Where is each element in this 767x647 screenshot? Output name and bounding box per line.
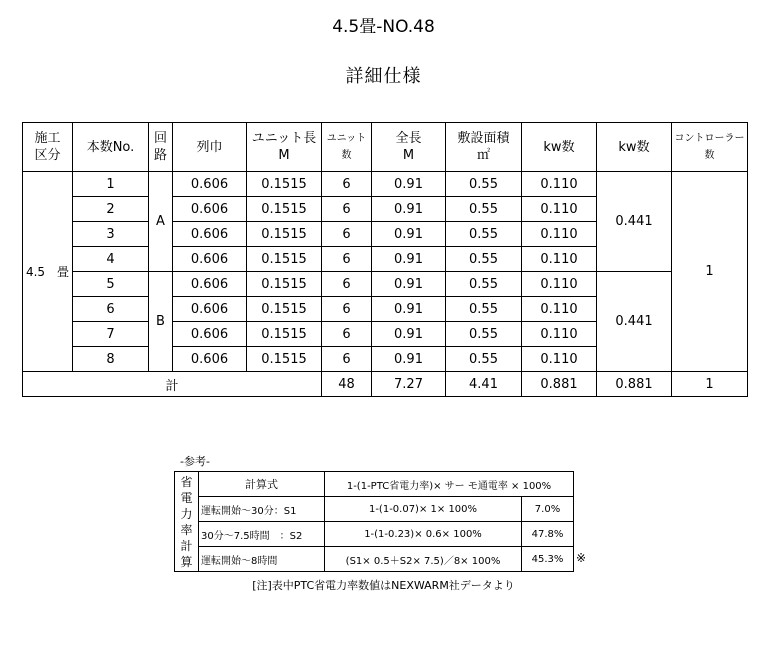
row-width: 0.606: [173, 222, 247, 247]
header-unit-length: ユニット長 M: [247, 123, 322, 172]
formula-row-label: 運転開始～8時間: [199, 547, 325, 572]
row-area: 0.55: [446, 322, 522, 347]
row-unit-length: 0.1515: [247, 197, 322, 222]
row-unit-length: 0.1515: [247, 247, 322, 272]
row-width: 0.606: [173, 197, 247, 222]
row-total: 0.91: [372, 197, 446, 222]
row-no: 5: [73, 272, 149, 297]
header-total-length: 全長 M: [372, 123, 446, 172]
header-section: 施工 区分: [23, 123, 73, 172]
header-kw-total: kw数: [597, 123, 672, 172]
row-width: 0.606: [173, 247, 247, 272]
formula-row-formula: 1-(1-0.23)× 0.6× 100%: [325, 522, 522, 547]
row-area: 0.55: [446, 247, 522, 272]
total-length: 7.27: [372, 372, 446, 397]
row-no: 7: [73, 322, 149, 347]
table-row: [23, 272, 748, 297]
page-title: 4.5畳-NO.48: [332, 17, 435, 37]
table-row: [23, 172, 748, 197]
controller-cell: 1: [672, 172, 748, 372]
total-label: 計: [23, 372, 322, 397]
row-kw: 0.110: [522, 322, 597, 347]
row-unit-length: 0.1515: [247, 297, 322, 322]
row-units: 6: [322, 222, 372, 247]
formula-row: [175, 497, 574, 522]
header-area: 敷設面積 ㎡: [446, 123, 522, 172]
header-circuit: 回 路: [149, 123, 173, 172]
header-row: [23, 123, 748, 172]
row-units: 6: [322, 347, 372, 372]
row-width: 0.606: [173, 322, 247, 347]
section-cell: 4.5 畳: [23, 172, 73, 372]
row-units: 6: [322, 297, 372, 322]
total-kw: 0.881: [522, 372, 597, 397]
row-width: 0.606: [173, 297, 247, 322]
row-kw: 0.110: [522, 272, 597, 297]
formula-row-label: 30分～7.5時間 ：S2: [199, 522, 325, 547]
formula-row: [175, 522, 574, 547]
page-subtitle: 詳細仕様: [345, 66, 422, 87]
row-units: 6: [322, 322, 372, 347]
formula-row-result: 7.0%: [522, 497, 574, 522]
header-unit-count: ユニット 数: [322, 123, 372, 172]
power-saving-table: [174, 471, 574, 572]
row-kw: 0.110: [522, 222, 597, 247]
row-kw: 0.110: [522, 172, 597, 197]
circuit-a: A: [149, 172, 173, 272]
header-kw: kw数: [522, 123, 597, 172]
row-kw: 0.110: [522, 247, 597, 272]
row-unit-length: 0.1515: [247, 272, 322, 297]
total-kw-sum: 0.881: [597, 372, 672, 397]
row-area: 0.55: [446, 197, 522, 222]
row-area: 0.55: [446, 172, 522, 197]
formula-row-result: 45.3%: [522, 547, 574, 572]
row-units: 6: [322, 247, 372, 272]
formula-value: 1-(1-PTC省電力率)× サー モ通電率 × 100%: [325, 472, 574, 497]
row-unit-length: 0.1515: [247, 347, 322, 372]
row-no: 4: [73, 247, 149, 272]
header-controller: コントローラー 数: [672, 123, 748, 172]
row-unit-length: 0.1515: [247, 172, 322, 197]
circuit-b: B: [149, 272, 173, 372]
formula-row-result: 47.8%: [522, 522, 574, 547]
row-units: 6: [322, 197, 372, 222]
formula-row: [175, 547, 574, 572]
total-row: [23, 372, 748, 397]
row-units: 6: [322, 172, 372, 197]
row-no: 8: [73, 347, 149, 372]
spec-table: [22, 122, 748, 397]
asterisk-mark: ※: [576, 551, 587, 565]
row-area: 0.55: [446, 222, 522, 247]
formula-header-row: [175, 472, 574, 497]
row-width: 0.606: [173, 347, 247, 372]
group-kw-b: 0.441: [597, 272, 672, 372]
group-kw-a: 0.441: [597, 172, 672, 272]
total-area: 4.41: [446, 372, 522, 397]
row-kw: 0.110: [522, 297, 597, 322]
formula-header: 計算式: [199, 472, 325, 497]
header-count-no: 本数No.: [73, 123, 149, 172]
row-area: 0.55: [446, 297, 522, 322]
footnote: [注]表中PTC省電力率数値はNEXWARM社データより: [252, 579, 515, 592]
row-total: 0.91: [372, 297, 446, 322]
row-kw: 0.110: [522, 347, 597, 372]
formula-row-label: 運転開始～30分：S1: [199, 497, 325, 522]
row-total: 0.91: [372, 347, 446, 372]
row-total: 0.91: [372, 222, 446, 247]
row-unit-length: 0.1515: [247, 322, 322, 347]
row-total: 0.91: [372, 272, 446, 297]
row-width: 0.606: [173, 172, 247, 197]
total-units: 48: [322, 372, 372, 397]
row-total: 0.91: [372, 247, 446, 272]
row-no: 2: [73, 197, 149, 222]
reference-label: -参考-: [180, 455, 210, 468]
row-area: 0.55: [446, 272, 522, 297]
row-no: 1: [73, 172, 149, 197]
formula-row-formula: 1-(1-0.07)× 1× 100%: [325, 497, 522, 522]
row-unit-length: 0.1515: [247, 222, 322, 247]
row-total: 0.91: [372, 172, 446, 197]
row-kw: 0.110: [522, 197, 597, 222]
row-units: 6: [322, 272, 372, 297]
total-controller: 1: [672, 372, 748, 397]
row-width: 0.606: [173, 272, 247, 297]
row-area: 0.55: [446, 347, 522, 372]
row-no: 3: [73, 222, 149, 247]
row-no: 6: [73, 297, 149, 322]
row-total: 0.91: [372, 322, 446, 347]
formula-row-formula: (S1× 0.5＋S2× 7.5)／8× 100%: [325, 547, 522, 572]
header-col-width: 列巾: [173, 123, 247, 172]
vertical-label: 省 電 力 率 計 算: [175, 472, 199, 572]
